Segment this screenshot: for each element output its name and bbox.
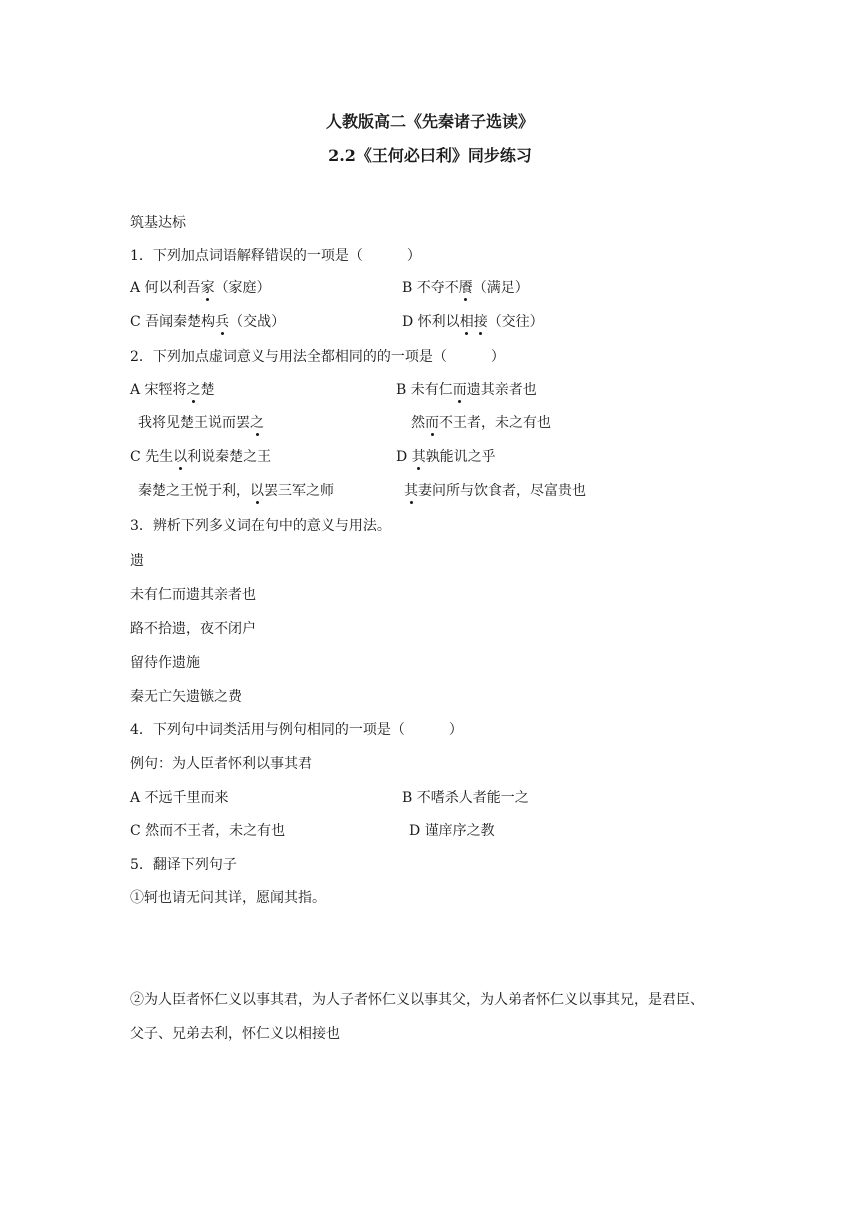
- q4-example: 例句：为人臣者怀利以事其君: [130, 756, 312, 772]
- q2-option-a-line2: 我将见楚王说而罢之: [138, 415, 264, 431]
- q3-line: 未有仁而遗其亲者也: [130, 587, 256, 603]
- q4-option-c: C 然而不王者，未之有也: [130, 823, 286, 839]
- q2-option-d-line1: D 其孰能讥之乎: [396, 449, 496, 465]
- q5-sentence-2-line2: 父子、兄弟去利，怀仁义以相接也: [130, 1026, 340, 1042]
- section-label: 筑基达标: [130, 215, 186, 231]
- q4-option-a: A 不远千里而来: [130, 790, 229, 806]
- q3-line: 留待作遗施: [130, 655, 200, 671]
- q2-stem: 2．下列加点虚词意义与用法全都相同的的一项是（ ）: [130, 349, 505, 365]
- q1-option-b: B 不夺不餍（满足）: [402, 280, 529, 296]
- document-subtitle: 2.2《王何必曰利》同步练习: [328, 146, 532, 165]
- dotted-char: 而: [452, 382, 467, 398]
- dotted-char: 其: [411, 449, 426, 465]
- q2-option-c-line1: C 先生以利说秦楚之王: [130, 449, 272, 465]
- q5-sentence-2-line1: ②为人臣者怀仁义以事其君，为人子者怀仁义以事其父，为人弟者怀仁义以事其兄，是君臣、: [130, 992, 704, 1008]
- q5-stem: 5．翻译下列句子: [130, 857, 237, 873]
- dotted-char: 其: [404, 483, 418, 499]
- q3-line: 秦无亡矢遗镞之费: [130, 689, 242, 705]
- dotted-char: 兵: [215, 314, 230, 330]
- dotted-char: 家: [200, 280, 215, 296]
- q1-option-a: A 何以利吾家（家庭）: [130, 280, 271, 296]
- dotted-char: 以: [173, 449, 188, 465]
- dotted-char: 而: [425, 415, 439, 431]
- q3-word: 遗: [130, 553, 144, 569]
- q1-stem: 1．下列加点词语解释错误的一项是（ ）: [130, 248, 421, 264]
- dotted-char: 餍: [458, 280, 473, 296]
- q3-stem: 3．辨析下列多义词在句中的意义与用法。: [130, 518, 391, 534]
- q1-option-d: D 怀利以相接（交往）: [402, 314, 544, 330]
- dotted-char: 接: [473, 314, 488, 330]
- q3-line: 路不拾遗，夜不闭户: [130, 621, 256, 637]
- q1-option-c: C 吾闻秦楚构兵（交战）: [130, 314, 286, 330]
- q4-option-b: B 不嗜杀人者能一之: [402, 790, 529, 806]
- q2-option-d-line2: 其妻问所与饮食者，尽富贵也: [404, 483, 586, 499]
- dotted-char: 以: [250, 483, 264, 499]
- q2-option-b-line2: 然而不王者，未之有也: [411, 415, 551, 431]
- dotted-char: 之: [186, 382, 201, 398]
- q2-option-b-line1: B 未有仁而遗其亲者也: [396, 382, 537, 398]
- q5-sentence-1: ①轲也请无问其详，愿闻其指。: [130, 890, 326, 906]
- dotted-char: 相: [459, 314, 474, 330]
- q4-option-d: D 谨庠序之教: [409, 823, 495, 839]
- document-title: 人教版高二《先秦诸子选读》: [325, 112, 534, 131]
- q2-option-c-line2: 秦楚之王悦于利，以罢三军之师: [138, 483, 334, 499]
- dotted-char: 之: [250, 415, 264, 431]
- q4-stem: 4．下列句中词类活用与例句相同的一项是（ ）: [130, 722, 463, 738]
- q2-option-a-line1: A 宋牼将之楚: [130, 382, 215, 398]
